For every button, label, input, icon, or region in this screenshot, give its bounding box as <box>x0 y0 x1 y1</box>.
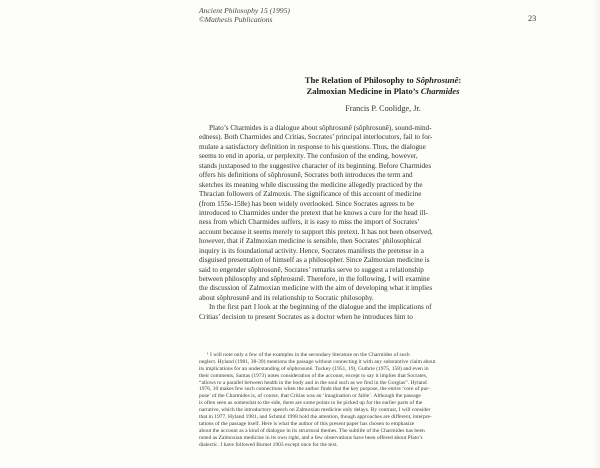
body-line: Plato’s Charmides is a dialogue about sôphrosunê (sôphrosunê), sound-mind- <box>209 124 432 132</box>
author-name: Francis P. Coolidge, Jr. <box>345 104 421 113</box>
body-line: sketches its meaning while discussing the medicine allegedly practiced by the <box>199 180 423 189</box>
title-line2-prefix: Zalmoxian Medicine in Plato’s <box>306 86 421 96</box>
title-line2-term: Charmides <box>420 86 460 96</box>
page-edge-shadow <box>592 0 600 468</box>
body-line: account because it seems merely to support this pretext. It has not been observed, <box>199 227 433 236</box>
body-line: offers his definitions of sôphrosunê, Socrates both introduces the term and <box>199 171 413 180</box>
body-text <box>199 124 568 322</box>
body-line: inquiry is its foundational activity. Hence, Socrates manifests the pretense in a <box>199 246 424 255</box>
footnote-line: is often seen as somewhat to the side, there are some points to be picked up for the earlier parts of the <box>199 400 423 407</box>
body-line: introduced to Charmides under the pretext that he knows a cure for the head ill- <box>199 208 428 217</box>
body-line: seems to end in aporia, or perplexity. The confusion of the ending, however, <box>199 152 418 161</box>
body-line: Thracian followers of Zalmoxis. The significance of this account of medicine <box>199 190 422 199</box>
footnote-line: about the account as a kind of dialogue in its structural themes. The subtitle of the Charmides has been <box>199 427 425 434</box>
article-title-line-2 <box>199 86 567 97</box>
body-line: (from 155e-158e) has been widely overlooked. Since Socrates agrees to be <box>199 199 414 208</box>
body-line: said to engender sôphrosunê, Socrates’ remarks serve to suggest a relationship <box>199 265 424 274</box>
body-line: disguised presentation of himself as a philosopher. Since Zalmoxian medicine is <box>199 256 430 265</box>
title-line1-prefix: The Relation of Philosophy to <box>304 75 416 85</box>
body-line: Critias’ decision to present Socrates as a doctor when he introduces him to <box>199 312 413 321</box>
footnote-line: that in 1977, Hyland 1981, and Schmid 1998 hold the attention, though approaches are different, interpre- <box>199 414 432 421</box>
body-line: ness from which Charmides suffers, it is easy to miss the import of Socrates’ <box>199 218 420 227</box>
article-title-line-1 <box>199 75 567 86</box>
page-number: 23 <box>528 14 537 23</box>
footnote-line: narrative, which the introductory speech on Zalmoxian medicine only delays. By contrast, I will consider <box>199 407 431 414</box>
footnotes <box>199 352 568 448</box>
footnote-line: ¹ I will note only a few of the examples in the secondary literature on the Charmides of such <box>207 352 410 358</box>
body-line: mulate a satisfactory definition in response to his questions. Thus, the dialogue <box>199 142 426 151</box>
body-line: between philosophy and sôphrosunê. Therefore, in the following, I will examine <box>199 275 430 283</box>
footnote-line: noted as Zalmoxian medicine in its own right, and a few observations have been offered about Plato’s <box>199 434 423 441</box>
title-line1-suffix: : <box>458 75 462 85</box>
journal-citation: Ancient Philosophy 15 (1995) <box>199 6 290 15</box>
footnote-line: neglect. Hyland (1981, 38-39) mentions the passage without connecting it with any substantive claim about <box>199 358 436 365</box>
footnote-line: “allows to a parallel between health in the body and in the soul such as we find in the Gorgias”. Hyland <box>199 379 427 386</box>
footnote-line: pose’ of the Charmides is, of course, that Critias was an ‘imagination or fable’. Although the passage <box>199 393 421 400</box>
footnote-line: its implications for an understanding of sôphrosunê. Tuckey (1951, 19), Guthrie (1975, 158) and even in <box>199 365 429 372</box>
footnote-line: their comments, Santas (1973) notes consideration of the account, except to say it implies that Socrates, <box>199 372 428 379</box>
footnote-line: tations of the passage itself. Here is what the author of this present paper has chosen to emphasize <box>199 420 415 427</box>
body-line: stands juxtaposed to the suggestive character of its beginning. Before Charmides <box>199 161 432 170</box>
title-line1-term: Sôphrosunê <box>415 75 459 85</box>
body-line: In the first part I look at the beginning of the dialogue and the implications of <box>209 303 432 312</box>
body-line: however, that if Zalmoxian medicine is sensible, then Socrates’ philosophical <box>199 237 422 246</box>
running-head <box>199 6 290 24</box>
body-line: edness). Both Charmides and Critias, Socrates’ principal interlocutors, fail to for- <box>199 133 433 142</box>
title-block <box>199 75 567 114</box>
footnote-line: 1976, 10 makes few such connections when the author finds that the key purpose, the entire ‘core of pur- <box>199 386 430 393</box>
footnote-line: dialectic. I have followed Burnet 1903 except once for the text. <box>199 441 338 448</box>
body-line: the discussion of Zalmoxian medicine with the aim of developing what it implies <box>199 284 433 293</box>
publisher-line: ©Mathesis Publications <box>199 15 273 24</box>
body-line: about sôphrosunê and its relationship to Socratic philosophy. <box>199 293 374 302</box>
